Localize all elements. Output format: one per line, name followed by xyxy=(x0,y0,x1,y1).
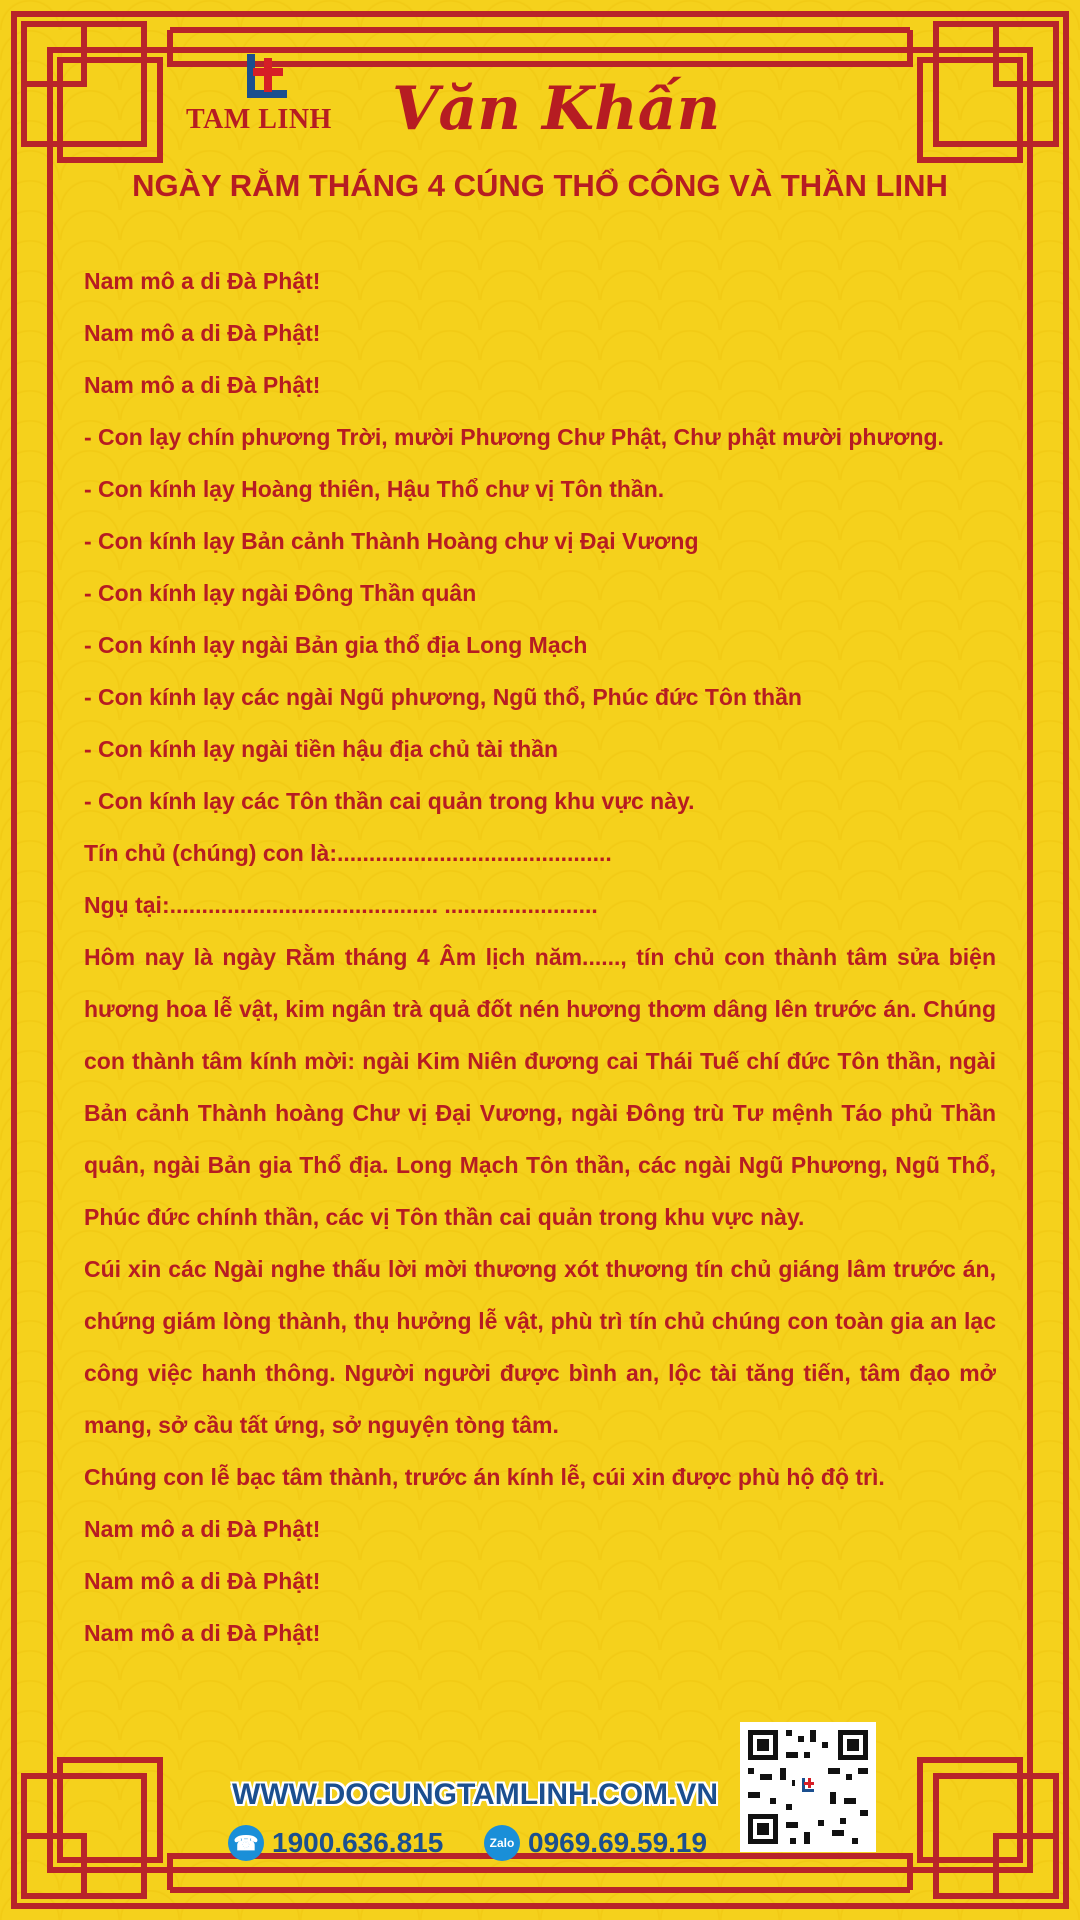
page-title: Văn Khấn xyxy=(392,74,721,144)
zalo-number: 0969.69.59.19 xyxy=(528,1827,708,1858)
text-line: - Con lạy chín phương Trời, mười Phương Chư Phật, Chư phật mười phương. xyxy=(84,424,944,450)
zalo-icon: Zalo xyxy=(484,1825,520,1861)
text-line: Nam mô a di Đà Phật! xyxy=(84,372,321,398)
text-line: Nam mô a di Đà Phật! xyxy=(84,1568,321,1594)
text-line: - Con kính lạy ngài tiền hậu địa chủ tài thần xyxy=(84,736,559,762)
text-line: - Con kính lạy ngài Bản gia thổ địa Long Mạch xyxy=(84,632,588,658)
brand-name: TAM LINH xyxy=(186,104,332,135)
hotline[interactable] xyxy=(228,1825,443,1861)
text-line: - Con kính lạy Bản cảnh Thành Hoàng chư vị Đại Vương xyxy=(84,528,699,554)
text-line: Nam mô a di Đà Phật! xyxy=(84,1516,321,1542)
text-line: Cúi xin các Ngài nghe thấu lời mời thương xót thương tín chủ giáng lâm trước án, chứng giám lòng thành, thụ hưởng lễ vật, phù trì tín chủ chúng con toàn gia an lạc công việc hanh thông. Người người được bình an, lộc tài tăng tiến, tâm đạo mở mang, sở cầu tất ứng, sở nguyện tòng tâm. xyxy=(84,1256,996,1438)
text-line: Nam mô a di Đà Phật! xyxy=(84,1620,321,1646)
text-line: Ngụ tại:.......................................... ........................ xyxy=(84,892,598,918)
text-line: - Con kính lạy ngài Đông Thần quân xyxy=(84,580,477,606)
text-line: Nam mô a di Đà Phật! xyxy=(84,320,321,346)
zalo-contact[interactable] xyxy=(484,1825,707,1861)
text-line: Nam mô a di Đà Phật! xyxy=(84,268,321,294)
website-link[interactable]: WWW.DOCUNGTAMLINH.COM.VN xyxy=(232,1778,719,1811)
phone-icon: ☎ xyxy=(228,1825,264,1861)
text-line: Tín chủ (chúng) con là:........................................... xyxy=(84,840,612,866)
text-line: - Con kính lạy các ngài Ngũ phương, Ngũ thổ, Phúc đức Tôn thần xyxy=(84,684,802,710)
prayer-text xyxy=(84,255,996,1659)
text-line: - Con kính lạy các Tôn thần cai quản trong khu vực này. xyxy=(84,788,695,814)
qr-code-icon xyxy=(740,1722,876,1852)
text-line: Chúng con lễ bạc tâm thành, trước án kính lễ, cúi xin được phù hộ độ trì. xyxy=(84,1464,885,1490)
text-line: Hôm nay là ngày Rằm tháng 4 Âm lịch năm......, tín chủ con thành tâm sửa biện hương hoa lễ vật, kim ngân trà quả đốt nén hương thơm dâng lên trước án. Chúng con thành tâm kính mời: ngài Kim Niên đương cai Thái Tuế chí đức Tôn thần, ngài Bản cảnh Thành hoàng Chư vị Đại Vương, ngài Đông trù Tư mệnh Táo phủ Thần quân, ngài Bản gia Thổ địa. Long Mạch Tôn thần, các ngài Ngũ Phương, Ngũ Thổ, Phúc đức chính thần, các vị Tôn thần cai quản trong khu vực này. xyxy=(84,944,996,1230)
page-subtitle: NGÀY RẰM THÁNG 4 CÚNG THỔ CÔNG VÀ THẦN LINH xyxy=(132,168,948,203)
text-line: - Con kính lạy Hoàng thiên, Hậu Thổ chư vị Tôn thần. xyxy=(84,476,665,502)
hotline-number: 1900.636.815 xyxy=(272,1827,444,1858)
